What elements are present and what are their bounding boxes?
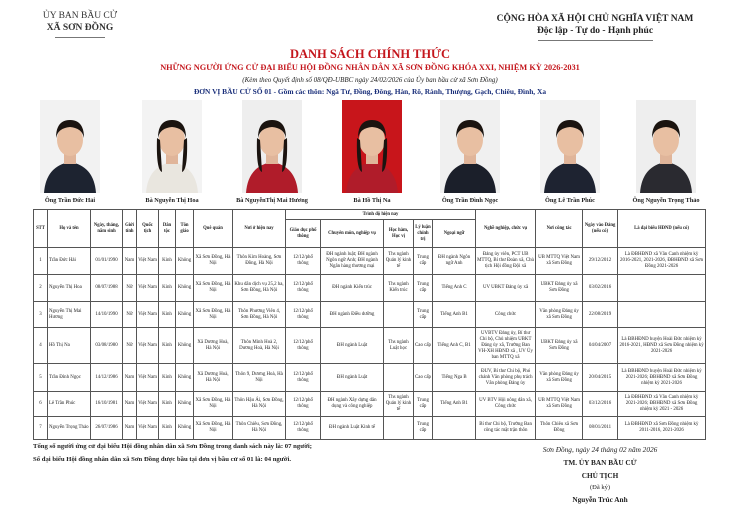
table-cell: Việt Nam — [137, 417, 159, 440]
table-cell: Kinh — [159, 248, 176, 275]
table-cell: Kinh — [159, 275, 176, 302]
table-cell: 4 — [34, 328, 48, 364]
table-cell: Trần Đức Hải — [48, 248, 91, 275]
signed-note: (Đã ký) — [589, 484, 611, 491]
column-header: Giới tính — [123, 210, 137, 248]
photo-caption: Bà NguyễnThị Mai Hương — [236, 197, 308, 204]
table-cell: UBKT Đảng ủy xã Sơn Đồng — [536, 328, 583, 364]
column-header: Quê quán — [194, 210, 233, 248]
table-cell: Không — [176, 328, 194, 364]
table-cell: Là ĐBHĐND huyện Hoài Đức nhiệm kỳ 2021-2026; ĐBHĐND xã Sơn Đồng nhiệm kỳ 2021-2026 — [618, 364, 706, 392]
table-cell: Không — [176, 364, 194, 392]
table-cell: UV BTV Hội nông dân xã, Công chức — [476, 392, 536, 417]
table-cell: Nữ — [123, 302, 137, 328]
table-cell: Thôn Hậu Ái, Sơn Đồng, Hà Nội — [233, 392, 286, 417]
table-row — [34, 364, 706, 392]
table-cell: ĐH ngành Ngôn ngữ Anh — [433, 248, 476, 275]
table-cell: Nguyễn Thị Mai Hương — [48, 302, 91, 328]
table-cell: Hồ Thị Na — [48, 328, 91, 364]
table-cell: 12/12/phổ thông — [286, 248, 321, 275]
column-header: Học hàm, Học vị — [384, 220, 414, 248]
column-header: Ngày, tháng, năm sinh — [91, 210, 123, 248]
table-cell: Không — [176, 275, 194, 302]
column-header: Nơi công tác — [536, 210, 583, 248]
table-cell: 03/12/2016 — [583, 392, 618, 417]
table-cell: Xã Sơn Đồng, Hà Nội — [194, 392, 233, 417]
table-cell: 7 — [34, 417, 48, 440]
table-cell: ĐH ngành luật; ĐH ngành Ngôn ngữ Anh; ĐH ngành Ngân hàng thương mại — [321, 248, 384, 275]
table-cell: Ths ngành Luật học — [384, 328, 414, 364]
table-cell: Là ĐBHĐND xã Vân Canh nhiệm kỳ 2016-2021, 2021-2026, ĐBHĐND xã Sơn Đồng 2021-2026 — [618, 248, 706, 275]
sign-position: CHỦ TỊCH — [581, 471, 619, 480]
table-cell: 08/07/1988 — [91, 275, 123, 302]
table-cell: Việt Nam — [137, 248, 159, 275]
table-cell: Ths ngành Quản lý kinh tế — [384, 392, 414, 417]
table-cell: Cao cấp — [414, 328, 433, 364]
table-row — [34, 392, 706, 417]
table-cell: 14/10/1990 — [91, 302, 123, 328]
table-cell: Việt Nam — [137, 275, 159, 302]
electoral-unit: ĐƠN VỊ BẦU CỬ SỐ 01 - Gồm các thôn: Ngã Tư, Đồng, Đông, Hàn, Rô, Rành, Thượng, Gạch, Chiêu, Đình, Xa — [193, 87, 547, 96]
table-cell: Ths ngành Quản lý kinh tế — [384, 248, 414, 275]
table-cell: Văn phòng Đảng ủy xã Sơn Đồng — [536, 364, 583, 392]
table-cell: 29/12/2012 — [583, 248, 618, 275]
table-cell: 3 — [34, 302, 48, 328]
table-row — [34, 248, 706, 275]
national-header — [470, 13, 720, 41]
issuer-line1: ỦY BAN BẦU CỬ — [42, 11, 118, 21]
table-cell: 22/08/2019 — [583, 302, 618, 328]
signer-name: Nguyễn Trúc Anh — [572, 495, 628, 504]
column-header: Là đại biểu HĐND (nếu có) — [618, 210, 706, 248]
table-cell: 12/12/phổ thông — [286, 392, 321, 417]
table-cell: ĐH ngành Điều dưỡng — [321, 302, 384, 328]
table-cell: 12/12/phổ thông — [286, 328, 321, 364]
table-cell: Tiếng Anh C, B1 — [433, 328, 476, 364]
table-cell: Là ĐBHĐND xã Vân Canh nhiệm kỳ 2021-2026; ĐBHĐND xã Sơn Đồng nhiệm kỳ 2021 - 2026 — [618, 392, 706, 417]
column-header: Ngoại ngữ — [433, 220, 476, 248]
decision-note: (Kèm theo Quyết định số 08/QĐ-UBBC ngày 24/02/2026 của Ủy ban bầu cử xã Sơn Đồng) — [242, 76, 498, 84]
candidate-photo — [40, 100, 100, 193]
column-header: Chuyên môn, nghiệp vụ — [321, 220, 384, 248]
column-header: Lý luận chính trị — [414, 220, 433, 248]
table-cell: Xã Dương Hoà, Hà Nội — [194, 364, 233, 392]
table-cell: UB MTTQ Việt Nam xã Sơn Đồng — [536, 392, 583, 417]
table-cell: 03/08/1980 — [91, 328, 123, 364]
table-cell: Công chức — [476, 302, 536, 328]
table-cell: Đảng ủy viên, PCT UB MTTQ, Bí thư Đoàn xã, Chủ tịch Hội đồng Đội xã — [476, 248, 536, 275]
photo-caption: Bà Hồ Thị Na — [353, 197, 391, 204]
table-cell: 12/12/phổ thông — [286, 275, 321, 302]
table-cell: Nguyễn Trọng Thảo — [48, 417, 91, 440]
table-cell: Nam — [123, 248, 137, 275]
table-cell: 03/02/2016 — [583, 275, 618, 302]
table-cell: 12/12/phổ thông — [286, 417, 321, 440]
table-row — [34, 302, 706, 328]
issuer-block — [20, 10, 140, 38]
column-header: Quốc tịch — [137, 210, 159, 248]
table-cell: Thôn Phương Viên 4, Sơn Đồng, Hà Nội — [233, 302, 286, 328]
table-cell: Xã Sơn Đồng, Hà Nội — [194, 417, 233, 440]
table-cell: Thôn Chiêu xã Sơn Đồng — [536, 417, 583, 440]
table-cell: Không — [176, 248, 194, 275]
table-cell: Nữ — [123, 275, 137, 302]
candidate-photo — [540, 100, 600, 193]
table-cell: 12/12/phổ thông — [286, 302, 321, 328]
column-header: STT — [34, 210, 48, 248]
table-cell: Thôn Minh Hoà 2, Dương Hoà, Hà Nội — [233, 328, 286, 364]
table-cell: Trần Đình Ngọc — [48, 364, 91, 392]
divider — [55, 37, 105, 38]
photo-caption: Ông Trần Đức Hải — [44, 197, 96, 204]
table-cell: Trung cấp — [414, 248, 433, 275]
table-cell: Không — [176, 417, 194, 440]
table-cell: 14/12/1986 — [91, 364, 123, 392]
table-cell — [618, 275, 706, 302]
column-header: Ngày vào Đảng (nếu có) — [583, 210, 618, 248]
table-cell: 26/07/1986 — [91, 417, 123, 440]
table-cell: ĐUV, Bí thư Chi bộ, Phó chánh Văn phòng phụ trách Văn phòng Đảng ủy — [476, 364, 536, 392]
table-cell: Nữ — [123, 328, 137, 364]
table-cell: Là ĐBHĐND xã Sơn Đồng nhiệm kỳ 2011-2016, 2021-2026 — [618, 417, 706, 440]
table-cell — [618, 302, 706, 328]
table-cell — [384, 302, 414, 328]
table-cell: Là ĐBHĐND huyện Hoài Đức nhiệm kỳ 2016-2021, HĐND xã Sơn Đồng nhiệm kỳ 2021-2026 — [618, 328, 706, 364]
table-cell: 1 — [34, 248, 48, 275]
table-cell: UVBTV Đảng ủy, Bí thư Chi bộ, Chủ nhiệm UBKT Đảng ủy xã, Trưởng Ban VH-XH HĐND xã , UV Ủy ban MTTQ xã — [476, 328, 536, 364]
table-cell — [384, 417, 414, 440]
seats-count: Số đại biểu Hội đồng nhân dân xã Sơn Đồng được bầu tại đơn vị bầu cử số 01 là: 04 người. — [33, 456, 292, 463]
table-cell: Trung cấp — [414, 392, 433, 417]
table-cell: 20/04/2015 — [583, 364, 618, 392]
table-cell: Trung cấp — [414, 275, 433, 302]
column-header: Tôn giáo — [176, 210, 194, 248]
sign-date: Sơn Đồng, ngày 24 tháng 02 năm 2026 — [542, 445, 658, 454]
table-cell: Việt Nam — [137, 328, 159, 364]
table-cell: ĐH ngành Luật — [321, 364, 384, 392]
table-cell: Khu dãn dịch vụ 25,2 ha, Sơn Đồng, Hà Nội — [233, 275, 286, 302]
doc-title: DANH SÁCH CHÍNH THỨC — [289, 47, 451, 61]
table-cell: 6 — [34, 392, 48, 417]
table-cell: Tiếng Anh C — [433, 275, 476, 302]
table-cell: Không — [176, 392, 194, 417]
table-cell: Thôn Chiêu, Sơn Đồng, Hà Nội — [233, 417, 286, 440]
table-cell: Kinh — [159, 392, 176, 417]
table-cell: ĐH ngành Kiến trúc — [321, 275, 384, 302]
doc-subtitle: NHỮNG NGƯỜI ỨNG CỬ ĐẠI BIỂU HỘI ĐỒNG NHÂN DÂN XÃ SƠN ĐỒNG KHÓA XXI, NHIỆM KỲ 2026-2031 — [160, 63, 580, 72]
table-cell: Xã Sơn Đồng, Hà Nội — [194, 302, 233, 328]
table-row — [34, 328, 706, 364]
table-cell: Kinh — [159, 328, 176, 364]
column-header: Họ và tên — [48, 210, 91, 248]
table-cell: 16/10/1981 — [91, 392, 123, 417]
column-header: Nghề nghiệp, chức vụ — [476, 210, 536, 248]
table-cell: Kinh — [159, 364, 176, 392]
table-cell: 04/04/2007 — [583, 328, 618, 364]
motto: Độc lập - Tự do - Hạnh phúc — [536, 26, 654, 36]
issuer-line2: XÃ SƠN ĐỒNG — [46, 23, 114, 33]
photo-caption: Ông Lê Trần Phúc — [545, 197, 595, 204]
candidate-photo — [242, 100, 302, 193]
table-cell: Kinh — [159, 302, 176, 328]
table-row — [34, 417, 706, 440]
table-cell: Kinh — [159, 417, 176, 440]
table-cell: Bí thư Chi bộ, Trưởng Ban công tác mặt trận thôn — [476, 417, 536, 440]
table-cell: Trung cấp — [414, 417, 433, 440]
table-cell: Thôn Kim Hoàng, Sơn Đồng, Hà Nội — [233, 248, 286, 275]
table-cell: Thôn 9, Dương Hoà, Hà Nội — [233, 364, 286, 392]
column-header: Nơi ở hiện nay — [233, 210, 286, 248]
column-header: Giáo dục phổ thông — [286, 220, 321, 248]
table-cell: Tiếng Nga B — [433, 364, 476, 392]
table-cell: Văn phòng Đảng ủy xã Sơn Đồng — [536, 302, 583, 328]
table-cell: Xã Dương Hoà, Hà Nội — [194, 328, 233, 364]
table-cell: 12/12/phổ thông — [286, 364, 321, 392]
candidate-photo — [440, 100, 500, 193]
table-cell: Tiếng Anh B1 — [433, 392, 476, 417]
sign-org: TM. ỦY BAN BẦU CỬ — [563, 458, 637, 467]
table-cell: Nam — [123, 417, 137, 440]
table-cell: Lê Trần Phúc — [48, 392, 91, 417]
table-cell: 2 — [34, 275, 48, 302]
table-cell: Việt Nam — [137, 392, 159, 417]
photo-caption: Ông Nguyễn Trọng Thảo — [632, 197, 700, 204]
table-row — [34, 275, 706, 302]
table-cell: UBKT Đảng ủy xã Sơn Đồng — [536, 275, 583, 302]
table-cell: Tiếng Anh B1 — [433, 302, 476, 328]
table-cell: Nam — [123, 392, 137, 417]
table-cell: UB MTTQ Việt Nam xã Sơn Đồng — [536, 248, 583, 275]
table-cell: Nam — [123, 364, 137, 392]
column-header: Dân tộc — [159, 210, 176, 248]
candidate-photo — [142, 100, 202, 193]
photo-caption: Ông Trần Đình Ngọc — [441, 197, 499, 204]
table-cell: Ths ngành Kiến trúc — [384, 275, 414, 302]
table-cell: ĐH ngành Luật Kinh tế — [321, 417, 384, 440]
photo-caption: Bà Nguyễn Thị Hoa — [145, 197, 199, 204]
group-header: Trình độ hiện nay — [286, 210, 476, 220]
table-cell: Việt Nam — [137, 364, 159, 392]
table-cell: ĐH ngành Xây dựng dân dụng và công nghiệp — [321, 392, 384, 417]
country-name: CỘNG HÒA XÃ HỘI CHỦ NGHĨA VIỆT NAM — [496, 14, 694, 24]
table-cell: UV UBKT Đảng ủy xã — [476, 275, 536, 302]
table-cell: Xã Sơn Đồng, Hà Nội — [194, 275, 233, 302]
table-cell: Xã Sơn Đồng, Hà Nội — [194, 248, 233, 275]
table-cell: 5 — [34, 364, 48, 392]
divider — [538, 40, 653, 41]
candidate-photo — [636, 100, 696, 193]
table-cell — [384, 364, 414, 392]
table-cell: Trung cấp — [414, 302, 433, 328]
total-candidates: Tổng số người ứng cử đại biểu Hội đồng nhân dân xã Sơn Đồng trong danh sách này là: 07 người; — [33, 443, 313, 450]
candidate-photo — [342, 100, 402, 193]
table-cell: ĐH ngành Luật — [321, 328, 384, 364]
table-cell: Nguyễn Thị Hoa — [48, 275, 91, 302]
table-cell: Cao cấp — [414, 364, 433, 392]
table-cell: Việt Nam — [137, 302, 159, 328]
candidate-table — [33, 209, 706, 440]
table-cell: 01/01/1990 — [91, 248, 123, 275]
table-cell: 08/01/2011 — [583, 417, 618, 440]
table-cell: Không — [176, 302, 194, 328]
table-cell — [433, 417, 476, 440]
